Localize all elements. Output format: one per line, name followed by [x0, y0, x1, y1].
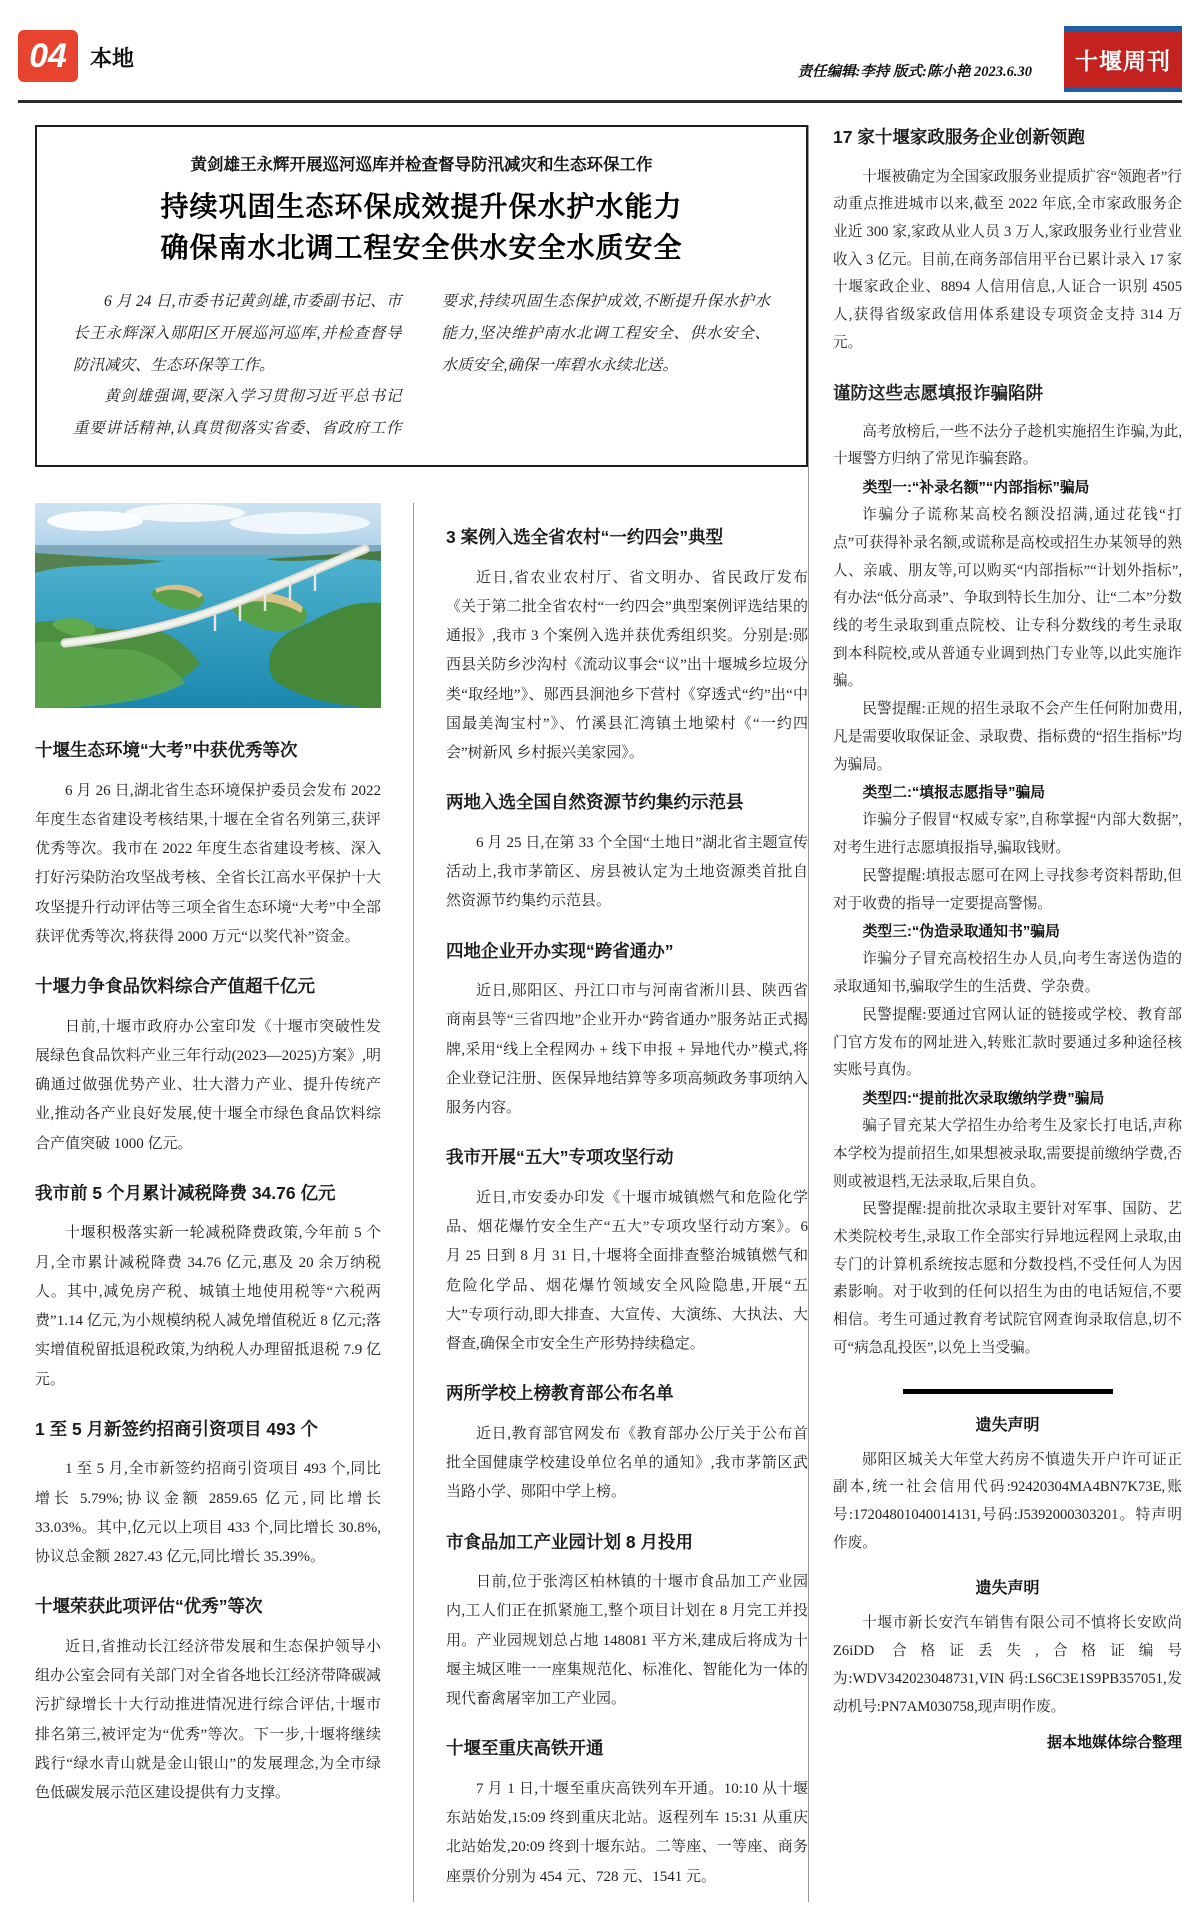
article-title: 十堰荣获此项评估“优秀”等次 — [35, 1596, 263, 1617]
scam-type-heading: 类型四:“提前批次录取缴纳学费”骗局 — [862, 1090, 1105, 1107]
article — [35, 738, 381, 952]
article-body: 日前,十堰市政府办公室印发《十堰市突破性发展绿色食品饮料产业三年行动(2023—2025)方案》,明确通过做强优势产业、壮大潜力产业、提升传统产业,推动各产业良好发展,使十堰全市绿色食品饮料综合产值突破 1000 亿元。 — [35, 1018, 381, 1152]
lead-paragraph: 6 月 24 日,市委书记黄剑雄,市委副书记、市长王永辉深入郧阳区开展巡河巡库,并检查督导防汛减灾、生态环保等工作。 — [73, 293, 402, 374]
article-title: 3 案例入选全省农村“一约四会”典型 — [446, 527, 724, 548]
page-header — [18, 26, 1182, 98]
article — [446, 525, 808, 768]
article-title: 我市开展“五大”专项攻坚行动 — [446, 1147, 674, 1168]
article-body: 近日,省农业农村厅、省文明办、省民政厅发布《关于第二批全省农村“一约四会”典型案例评选结果的通报》,我市 3 个案例入选并获优秀组织奖。分别是:郧西县关防乡沙沟村《流动议事会“议”出十堰城乡垃圾分类“取经地”》、郧西县涧池乡下营村《穿透式“约”出“中国最美淘宝村”》、竹溪县汇湾镇土地梁村《“一约四会”树新风 乡村振兴美家园》。 — [446, 569, 808, 762]
lead-body — [73, 286, 770, 445]
section-divider-bar — [903, 1389, 1113, 1394]
notice-body: 十堰市新长安汽车销售有限公司不慎将长安欧尚 Z6iDD 合格证丢失,合格证编号为:WDV342023048731,VIN 码:LS6C3E1S9PB357051,发动机号:PN7AM030758,现声明作废。 — [833, 1615, 1182, 1715]
article-body: 近日,教育部官网发布《教育部办公厅关于公布首批全国健康学校建设单位名单的通知》,我市茅箭区武当路小学、郧阳中学上榜。 — [446, 1425, 808, 1501]
article — [833, 125, 1182, 358]
article — [446, 1736, 808, 1892]
article-title: 十堰至重庆高铁开通 — [446, 1738, 604, 1759]
article-title: 我市前 5 个月累计减税降费 34.76 亿元 — [35, 1182, 336, 1203]
article-title: 四地企业开办实现“跨省通办” — [446, 940, 674, 961]
scam-warning-section — [833, 380, 1182, 1363]
page-number: 04 — [29, 36, 67, 75]
article-title: 十堰生态环境“大考”中获优秀等次 — [35, 740, 298, 761]
article-body: 6 月 25 日,在第 33 个全国“土地日”湖北省主题宣传活动上,我市茅箭区、房县被认定为土地资源类首批自然资源节约集约示范县。 — [446, 834, 808, 910]
lead-kicker: 黄剑雄王永辉开展巡河巡库并检查督导防汛减灾和生态环保工作 — [190, 156, 653, 174]
scam-type-reminder: 民警提醒:提前批次录取主要针对军事、国防、艺术类院校考生,录取工作全部实行异地远程网上录取,由专门的计算机系统按志愿和分数投档,不受任何人为因素影响。对于收到的任何以招生为由的电话短信,不要相信。考生可通过教育考试院官网查询录取信息,切不可“病急乱投医”,以免上当受骗。 — [833, 1201, 1182, 1356]
article — [35, 1181, 381, 1395]
scam-type-heading: 类型三:“伪造录取通知书”骗局 — [862, 924, 1060, 941]
article-body: 近日,省推动长江经济带发展和生态保护领导小组办公室会同有关部门对全省各地长江经济带降碳减污扩绿增长十大行动推进情况进行综合评估,十堰市排名第三,被评定为“优秀”等次。下一步,十堰将继续践行“绿水青山就是金山银山”的发展理念,为全市绿色低碳发展示范区建设提供有力支撑。 — [35, 1638, 381, 1802]
section-label: 本地 — [90, 46, 135, 71]
scam-type-body: 诈骗分子谎称某高校名额没招满,通过花钱“打点”可获得补录名额,或谎称是高校或招生办某领导的熟人、亲戚、朋友等,可以购买“内部指标”“计划外指标”,有办法“低分高录”、争取到特长生加分、让“二本”分数线的考生录取到重点院校、让专科分数线的考生录取到本科院校,或从普通专业调到热门专业等,以此实施诈骗。 — [833, 507, 1182, 690]
lost-notice — [833, 1412, 1182, 1558]
scam-type-reminder: 民警提醒:填报志愿可在网上寻找参考资料帮助,但对于收费的指导一定要提高警惕。 — [833, 867, 1182, 912]
article-body: 近日,市安委办印发《十堰市城镇燃气和危险化学品、烟花爆竹安全生产“五大”专项攻坚行动方案》。6 月 25 日到 8 月 31 日,十堰将全面排查整治城镇燃气和危险化学品、烟花爆竹领域安全风险隐患,开展“五大”专项行动,即大排查、大宣传、大演练、大执法、大督查,确保全市安全生产形势持续稳定。 — [446, 1189, 808, 1353]
article-title: 17 家十堰家政服务企业创新领跑 — [833, 127, 1085, 147]
article — [35, 1594, 381, 1808]
article-title: 市食品加工产业园计划 8 月投用 — [446, 1531, 693, 1552]
masthead-title: 十堰周刊 — [1075, 48, 1171, 74]
scam-type-heading: 类型二:“填报志愿指导”骗局 — [862, 785, 1046, 802]
article-title: 谨防这些志愿填报诈骗陷阱 — [833, 382, 1043, 403]
scam-intro: 高考放榜后,一些不法分子趁机实施招生诈骗,为此,十堰警方归纳了常见诈骗套路。 — [833, 423, 1182, 468]
article — [446, 1145, 808, 1359]
scam-type-body: 骗子冒充某大学招生办给考生及家长打电话,声称本学校为提前招生,如果想被录取,需要提前缴纳学费,否则或被退档,无法录取,后果自负。 — [833, 1118, 1182, 1190]
page-content — [18, 125, 1182, 1902]
left-region — [18, 125, 808, 1902]
article-body: 十堰积极落实新一轮减税降费政策,今年前 5 个月,全市累计减税降费 34.76 亿元,惠及 20 余万纳税人。其中,减免房产税、城镇土地使用税等“六税两费”1.14 亿元,为小规模纳税人减免增值税近 8 亿元;落实增值税留抵退税政策,为纳税人办理留抵退税 7.9 亿元。 — [35, 1225, 381, 1388]
article — [446, 939, 808, 1124]
column-right — [808, 125, 1182, 1902]
lower-columns — [18, 503, 808, 1902]
lead-title-line1: 持续巩固生态环保成效提升保水护水能力 — [160, 191, 683, 222]
article — [446, 1381, 808, 1507]
article — [35, 1417, 381, 1573]
article-title: 十堰力争食品饮料综合产值超千亿元 — [35, 976, 315, 997]
notice-body: 郧阳区城关大年堂大药房不慎遗失开户许可证正副本,统一社会信用代码:92420304MA4BN7K73E,账号:17204801040014131,号码:J5392000303201。特声明作废。 — [833, 1451, 1182, 1551]
lead-article-box — [35, 125, 808, 467]
lead-paragraph: 黄剑雄强调,要深入学习贯彻习近平总书记重要讲话精神,认真贯彻落实省委、省政府工作要求,持续巩固生态保护成效,不断提升保水护水能力,坚决维护南水北调工程安全、供水安全、水质安全,确保一库碧水永续北送。 — [73, 293, 770, 438]
article-body: 1 至 5 月,全市新签约招商引资项目 493 个,同比增长 5.79%;协议金额 2859.65 亿元,同比增长 33.03%。其中,亿元以上项目 433 个,同比增长 30.8%,协议总金额 2827.43 亿元,同比增长 35.39%。 — [35, 1461, 381, 1566]
scam-type-body: 诈骗分子假冒“权威专家”,自称掌握“内部大数据”,对考生进行志愿填报指导,骗取钱财。 — [833, 812, 1182, 857]
notice-title: 遗失声明 — [975, 1580, 1040, 1598]
article — [446, 1530, 808, 1715]
column-middle — [413, 503, 808, 1902]
scam-type-reminder: 民警提醒:正规的招生录取不会产生任何附加费用,凡是需要收取保证金、录取费、指标费的“招生指标”均为骗局。 — [833, 701, 1182, 773]
lost-notice — [833, 1575, 1182, 1721]
scam-type-reminder: 民警提醒:要通过官网认证的链接或学校、教育部门官方发布的网址进入,转账汇款时要通过多种途径核实账号真伪。 — [833, 1006, 1182, 1079]
attribution-line: 据本地媒体综合整理 — [1046, 1734, 1182, 1752]
header-rule — [18, 100, 1182, 103]
aerial-photo-illustration — [35, 503, 381, 708]
article-body: 6 月 26 日,湖北省生态环境保护委员会发布 2022 年度生态省建设考核结果,十堰在全省名列第三,获评优秀等次。我市在 2022 年度生态省建设考核、深入打好污染防治攻坚战考核、全省长江高水平保护十大攻坚提升行动评估等三项全省生态环境“大考”中全部获评优秀等次,将获得 2000 万元“以奖代补”资金。 — [35, 782, 381, 945]
article — [446, 790, 808, 916]
article-body: 日前,位于张湾区柏林镇的十堰市食品加工产业园内,工人们正在抓紧施工,整个项目计划在 8 月完工并投用。产业园规划总占地 148081 平方米,建成后将成为十堰主城区唯一一座集规范化、标准化、智能化为一体的现代畜禽屠宰加工产业园。 — [446, 1574, 808, 1708]
aerial-photo — [35, 503, 381, 708]
article-title: 两所学校上榜教育部公布名单 — [446, 1383, 674, 1404]
article — [35, 974, 381, 1159]
scam-type-heading: 类型一:“补录名额”“内部指标”骗局 — [862, 479, 1090, 496]
notice-title: 遗失声明 — [975, 1416, 1040, 1434]
editor-line: 责任编辑:李持 版式:陈小艳 2023.6.30 — [797, 64, 1032, 80]
article-title: 两地入选全国自然资源节约集约示范县 — [446, 792, 744, 813]
article-title: 1 至 5 月新签约招商引资项目 493 个 — [35, 1418, 318, 1439]
article-body: 7 月 1 日,十堰至重庆高铁列车开通。10:10 从十堰东站始发,15:09 终到重庆北站。返程列车 15:31 从重庆北站始发,20:09 终到十堰东站。二等座、一等座、商务座票价分别为 454 元、728 元、1541 元。 — [446, 1780, 808, 1885]
article-body: 十堰被确定为全国家政服务业提质扩容“领跑者”行动重点推进城市以来,截至 2022 年底,全市家政服务企业近 300 家,家政从业人员 3 万人,家政服务业行业营业收入 3 亿元。目前,在商务部信用平台已累计录入 17 家十堰家政企业、8894 人信用信息,人证合一识别 4505 人,获得省级家政信用体系建设专项资金支持 314 万元。 — [833, 168, 1182, 351]
masthead-logo — [1064, 26, 1182, 92]
page-number-badge — [18, 30, 78, 82]
scam-type-body: 诈骗分子冒充高校招生办人员,向考生寄送伪造的录取通知书,骗取学生的生活费、学杂费。 — [833, 951, 1182, 996]
article-body: 近日,郧阳区、丹江口市与河南省淅川县、陕西省商南县等“三省四地”企业开办“跨省通办”服务站正式揭牌,采用“线上全程网办 + 线下申报 + 异地代办”模式,将企业登记注册、医保异地结算等多项高频政务事项纳入服务内容。 — [446, 983, 808, 1117]
column-left — [35, 503, 381, 1902]
lead-title-line2: 确保南水北调工程安全供水安全水质安全 — [160, 231, 683, 263]
